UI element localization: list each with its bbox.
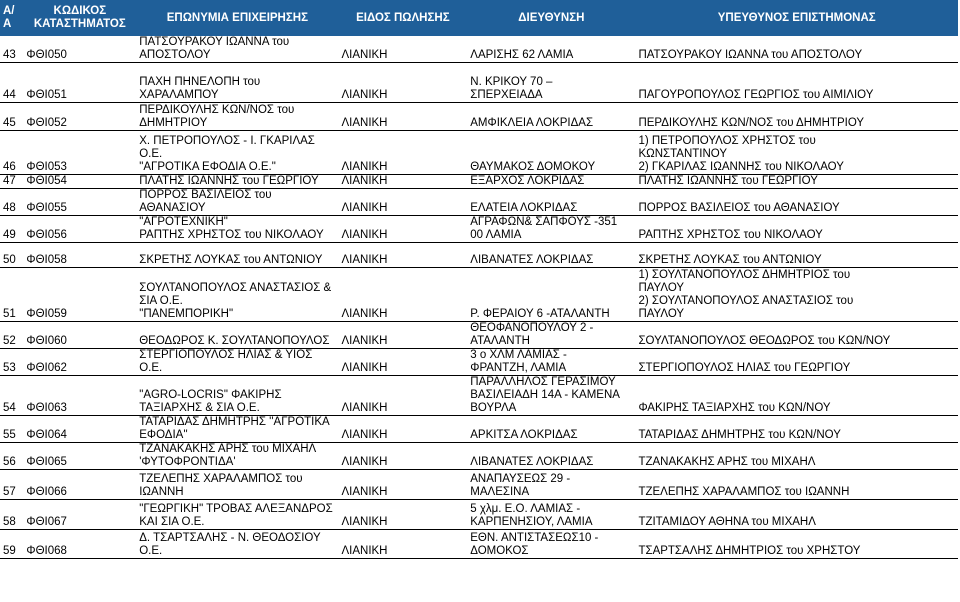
business-name: ΠΛΑΤΗΣ ΙΩΑΝΝΗΣ του ΓΕΩΡΓΙΟΥ	[136, 175, 338, 189]
address: ΑΜΦΙΚΛΕΙΑ ΛΟΚΡΙΔΑΣ	[467, 103, 635, 131]
table-row	[0, 189, 958, 216]
row-number: 46	[0, 131, 23, 175]
responsible-scientist: ΠΑΓΟΥΡΟΠΟΥΛΟΣ ΓΕΩΡΓΙΟΣ του ΑΙΜΙΛΙΟΥ	[635, 63, 958, 103]
store-code: ΦΘΙ060	[23, 322, 136, 349]
store-code: ΦΘΙ066	[23, 470, 136, 500]
responsible-scientist: ΣΚΡΕΤΗΣ ΛΟΥΚΑΣ του ΑΝΤΩΝΙΟΥ	[635, 243, 958, 268]
sale-type: ΛΙΑΝΙΚΗ	[338, 175, 467, 189]
row-number: 47	[0, 175, 23, 189]
address: 5 χλμ. Ε.Ο. ΛΑΜΙΑΣ - ΚΑΡΠΕΝΗΣΙΟΥ, ΛΑΜΙΑ	[467, 500, 635, 530]
sale-type: ΛΙΑΝΙΚΗ	[338, 189, 467, 216]
sale-type: ΛΙΑΝΙΚΗ	[338, 443, 467, 470]
responsible-scientist: ΠΟΡΡΟΣ ΒΑΣΙΛΕΙΟΣ του ΑΘΑΝΑΣΙΟΥ	[635, 189, 958, 216]
store-code: ΦΘΙ063	[23, 376, 136, 416]
responsible-scientist: ΡΑΠΤΗΣ ΧΡΗΣΤΟΣ του ΝΙΚΟΛΑΟΥ	[635, 216, 958, 243]
row-number: 53	[0, 349, 23, 376]
sale-type: ΛΙΑΝΙΚΗ	[338, 243, 467, 268]
sale-type: ΛΙΑΝΙΚΗ	[338, 216, 467, 243]
header-scientist: ΥΠΕΥΘΥΝΟΣ ΕΠΙΣΤΗΜΟΝΑΣ	[635, 0, 958, 36]
table-row	[0, 530, 958, 559]
business-name: ΣΟΥΛΤΑΝΟΠΟΥΛΟΣ ΑΝΑΣΤΑΣΙΟΣ & ΣΙΑ Ο.Ε. "ΠΑΝΕΜΠΟΡΙΚΗ"	[136, 268, 338, 322]
business-name: ΠΑΧΗ ΠΗΝΕΛΟΠΗ του ΧΑΡΑΛΑΜΠΟΥ	[136, 63, 338, 103]
sale-type: ΛΙΑΝΙΚΗ	[338, 376, 467, 416]
row-number: 52	[0, 322, 23, 349]
business-name: ΤΖΑΝΑΚΑΚΗΣ ΑΡΗΣ του ΜΙΧΑΗΛ 'ΦΥΤΟΦΡΟΝΤΙΔΑ'	[136, 443, 338, 470]
row-number: 54	[0, 376, 23, 416]
row-number: 43	[0, 36, 23, 63]
business-name: ΤΑΤΑΡΙΔΑΣ ΔΗΜΗΤΡΗΣ ''ΑΓΡΟΤΙΚΑ ΕΦΟΔΙΑ''	[136, 416, 338, 443]
address: Ν. ΚΡΙΚΟΥ 70 – ΣΠΕΡΧΕΙΑΔΑ	[467, 63, 635, 103]
business-name: "ΑΓΡΟΤΕΧΝΙΚΗ" ΡΑΠΤΗΣ ΧΡΗΣΤΟΣ του ΝΙΚΟΛΑΟΥ	[136, 216, 338, 243]
responsible-scientist: 1) ΣΟΥΛΤΑΝΟΠΟΥΛΟΣ ΔΗΜΗΤΡΙΟΣ του ΠΑΥΛΟΥ 2) ΣΟΥΛΤΑΝΟΠΟΥΛΟΣ ΑΝΑΣΤΑΣΙΟΣ του ΠΑΥΛΟΥ	[635, 268, 958, 322]
store-code: ΦΘΙ051	[23, 63, 136, 103]
responsible-scientist: ΤΑΤΑΡΙΔΑΣ ΔΗΜΗΤΡΗΣ του ΚΩΝ/ΝΟΥ	[635, 416, 958, 443]
responsible-scientist: ΣΤΕΡΓΙΟΠΟΥΛΟΣ ΗΛΙΑΣ του ΓΕΩΡΓΙΟΥ	[635, 349, 958, 376]
row-number: 59	[0, 530, 23, 559]
business-name: ΠΟΡΡΟΣ ΒΑΣΙΛΕΙΟΣ του ΑΘΑΝΑΣΙΟΥ	[136, 189, 338, 216]
table-row	[0, 322, 958, 349]
row-number: 48	[0, 189, 23, 216]
address: 3 ο ΧΛΜ ΛΑΜΙΑΣ - ΦΡΑΝΤΖΗ, ΛΑΜΙΑ	[467, 349, 635, 376]
business-name: Χ. ΠΕΤΡΟΠΟΥΛΟΣ - Ι. ΓΚΑΡΙΛΑΣ Ο.Ε. "ΑΓΡΟΤΙΚΑ ΕΦΟΔΙΑ Ο.Ε."	[136, 131, 338, 175]
store-code: ΦΘΙ067	[23, 500, 136, 530]
store-code: ΦΘΙ056	[23, 216, 136, 243]
business-name: ΣΚΡΕΤΗΣ ΛΟΥΚΑΣ του ΑΝΤΩΝΙΟΥ	[136, 243, 338, 268]
address: ΠΑΡΑΛΛΗΛΟΣ ΓΕΡΑΣΙΜΟΥ ΒΑΣΙΛΕΙΑΔΗ 14Α - ΚΑΜΕΝΑ ΒΟΥΡΛΑ	[467, 376, 635, 416]
table-row	[0, 268, 958, 322]
store-code: ΦΘΙ053	[23, 131, 136, 175]
address: ΛΙΒΑΝΑΤΕΣ ΛΟΚΡΙΔΑΣ	[467, 443, 635, 470]
address: ΑΝΑΠΑΥΣΕΩΣ 29 - ΜΑΛΕΣΙΝΑ	[467, 470, 635, 500]
table-row	[0, 470, 958, 500]
sale-type: ΛΙΑΝΙΚΗ	[338, 500, 467, 530]
address: Ρ. ΦΕΡΑΙΟΥ 6 -ΑΤΑΛΑΝΤΗ	[467, 268, 635, 322]
store-code: ΦΘΙ055	[23, 189, 136, 216]
table-row	[0, 500, 958, 530]
address: ΑΓΡΑΦΩΝ& ΣΑΠΦΟΥΣ -351 00 ΛΑΜΙΑ	[467, 216, 635, 243]
sale-type: ΛΙΑΝΙΚΗ	[338, 530, 467, 559]
address: ΕΘΝ. ΑΝΤΙΣΤΑΣΕΩΣ10 - ΔΟΜΟΚΟΣ	[467, 530, 635, 559]
business-name: Δ. ΤΣΑΡΤΣΑΛΗΣ - Ν. ΘΕΟΔΟΣΙΟΥ Ο.Ε.	[136, 530, 338, 559]
business-name: ΣΤΕΡΓΙΟΠΟΥΛΟΣ ΗΛΙΑΣ & ΥΙΟΣ Ο.Ε.	[136, 349, 338, 376]
address: ΘΑΥΜΑΚΟΣ ΔΟΜΟΚΟΥ	[467, 131, 635, 175]
row-number: 45	[0, 103, 23, 131]
header-code: ΚΩΔΙΚΟΣ ΚΑΤΑΣΤΗΜΑΤΟΣ	[23, 0, 136, 36]
store-code: ΦΘΙ058	[23, 243, 136, 268]
table-row	[0, 416, 958, 443]
header-type: ΕΙΔΟΣ ΠΩΛΗΣΗΣ	[338, 0, 467, 36]
address: ΛΑΡΙΣΗΣ 62 ΛΑΜΙΑ	[467, 36, 635, 63]
header-row	[0, 0, 958, 36]
business-name: ΘΕΟΔΩΡΟΣ Κ. ΣΟΥΛΤΑΝΟΠΟΥΛΟΣ	[136, 322, 338, 349]
business-name: "AGRO-LOCRIS" ΦΑΚΙΡΗΣ ΤΑΞΙΑΡΧΗΣ & ΣΙΑ Ο.Ε.	[136, 376, 338, 416]
store-code: ΦΘΙ064	[23, 416, 136, 443]
sale-type: ΛΙΑΝΙΚΗ	[338, 322, 467, 349]
row-number: 58	[0, 500, 23, 530]
business-name: "ΓΕΩΡΓΙΚΗ" ΤΡΟΒΑΣ ΑΛΕΞΑΝΔΡΟΣ ΚΑΙ ΣΙΑ Ο.Ε.	[136, 500, 338, 530]
responsible-scientist: ΤΖΑΝΑΚΑΚΗΣ ΑΡΗΣ του ΜΙΧΑΗΛ	[635, 443, 958, 470]
table-row	[0, 376, 958, 416]
responsible-scientist: ΣΟΥΛΤΑΝΟΠΟΥΛΟΣ ΘΕΟΔΩΡΟΣ του ΚΩΝ/ΝΟΥ	[635, 322, 958, 349]
responsible-scientist: ΠΛΑΤΗΣ ΙΩΑΝΝΗΣ του ΓΕΩΡΓΙΟΥ	[635, 175, 958, 189]
store-code: ΦΘΙ062	[23, 349, 136, 376]
sale-type: ΛΙΑΝΙΚΗ	[338, 349, 467, 376]
store-code: ΦΘΙ068	[23, 530, 136, 559]
business-name: ΤΖΕΛΕΠΗΣ ΧΑΡΑΛΑΜΠΟΣ του ΙΩΑΝΝΗ	[136, 470, 338, 500]
sale-type: ΛΙΑΝΙΚΗ	[338, 470, 467, 500]
store-code: ΦΘΙ050	[23, 36, 136, 63]
store-code: ΦΘΙ059	[23, 268, 136, 322]
address: ΑΡΚΙΤΣΑ ΛΟΚΡΙΔΑΣ	[467, 416, 635, 443]
header-name: ΕΠΩΝΥΜΙΑ ΕΠΙΧΕΙΡΗΣΗΣ	[136, 0, 338, 36]
sale-type: ΛΙΑΝΙΚΗ	[338, 63, 467, 103]
responsible-scientist: ΤΖΙΤΑΜΙΔΟΥ ΑΘΗΝΑ του ΜΙΧΑΗΛ	[635, 500, 958, 530]
row-number: 50	[0, 243, 23, 268]
table-row	[0, 63, 958, 103]
table-row	[0, 131, 958, 175]
responsible-scientist: ΠΑΤΣΟΥΡΑΚΟΥ ΙΩΑΝΝΑ του ΑΠΟΣΤΟΛΟΥ	[635, 36, 958, 63]
table-row	[0, 36, 958, 63]
table-row	[0, 443, 958, 470]
table-row	[0, 216, 958, 243]
sale-type: ΛΙΑΝΙΚΗ	[338, 416, 467, 443]
sale-type: ΛΙΑΝΙΚΗ	[338, 36, 467, 63]
store-code: ΦΘΙ065	[23, 443, 136, 470]
address: ΘΕΟΦΑΝΟΠΟΥΛΟΥ 2 - ΑΤΑΛΑΝΤΗ	[467, 322, 635, 349]
business-name: ΠΑΤΣΟΥΡΑΚΟΥ ΙΩΑΝΝΑ του ΑΠΟΣΤΟΛΟΥ	[136, 36, 338, 63]
responsible-scientist: ΠΕΡΔΙΚΟΥΛΗΣ ΚΩΝ/ΝΟΣ του ΔΗΜΗΤΡΙΟΥ	[635, 103, 958, 131]
table-row	[0, 103, 958, 131]
header-aa: Α/Α	[0, 0, 23, 36]
business-name: ΠΕΡΔΙΚΟΥΛΗΣ ΚΩΝ/ΝΟΣ του ΔΗΜΗΤΡΙΟΥ	[136, 103, 338, 131]
responsible-scientist: ΤΣΑΡΤΣΑΛΗΣ ΔΗΜΗΤΡΙΟΣ του ΧΡΗΣΤΟΥ	[635, 530, 958, 559]
sale-type: ΛΙΑΝΙΚΗ	[338, 131, 467, 175]
store-code: ΦΘΙ054	[23, 175, 136, 189]
store-code: ΦΘΙ052	[23, 103, 136, 131]
address: ΕΞΑΡΧΟΣ ΛΟΚΡΙΔΑΣ	[467, 175, 635, 189]
table-row	[0, 349, 958, 376]
row-number: 44	[0, 63, 23, 103]
row-number: 49	[0, 216, 23, 243]
row-number: 57	[0, 470, 23, 500]
sale-type: ΛΙΑΝΙΚΗ	[338, 103, 467, 131]
row-number: 56	[0, 443, 23, 470]
sale-type: ΛΙΑΝΙΚΗ	[338, 268, 467, 322]
row-number: 51	[0, 268, 23, 322]
responsible-scientist: ΤΖΕΛΕΠΗΣ ΧΑΡΑΛΑΜΠΟΣ του ΙΩΑΝΝΗ	[635, 470, 958, 500]
header-address: ΔΙΕΥΘΥΝΣΗ	[467, 0, 635, 36]
address: ΕΛΑΤΕΙΑ ΛΟΚΡΙΔΑΣ	[467, 189, 635, 216]
address: ΛΙΒΑΝΑΤΕΣ ΛΟΚΡΙΔΑΣ	[467, 243, 635, 268]
responsible-scientist: ΦΑΚΙΡΗΣ ΤΑΞΙΑΡΧΗΣ του ΚΩΝ/ΝΟΥ	[635, 376, 958, 416]
table-row	[0, 175, 958, 189]
table-row	[0, 243, 958, 268]
row-number: 55	[0, 416, 23, 443]
responsible-scientist: 1) ΠΕΤΡΟΠΟΥΛΟΣ ΧΡΗΣΤΟΣ του ΚΩΝΣΤΑΝΤΙΝΟΥ 2) ΓΚΑΡΙΛΑΣ ΙΩΑΝΝΗΣ του ΝΙΚΟΛΑΟΥ	[635, 131, 958, 175]
